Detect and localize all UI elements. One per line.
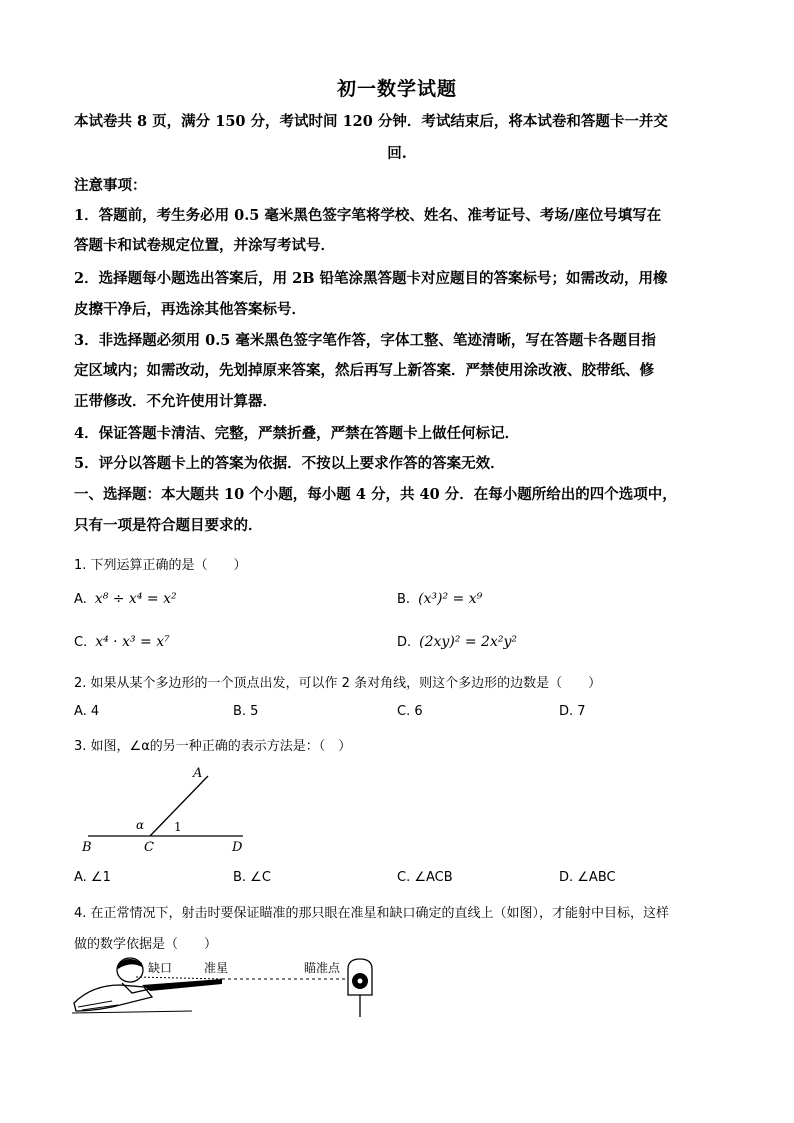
q2-option-c: C. 6	[397, 704, 423, 719]
notice-line: 3．非选择题必须用 0.5 毫米黑色签字笔作答，字体工整、笔迹清晰，写在答题卡各题目指	[74, 332, 656, 349]
question-3-stem: 3. 如图，∠α的另一种正确的表示方法是：（ ）	[74, 739, 352, 754]
option-label: C.	[74, 635, 88, 650]
angle-figure	[80, 762, 255, 857]
aim-point-label: 瞄准点	[304, 961, 341, 975]
option-label: B.	[397, 592, 411, 607]
notice-line: 2．选择题每小题选出答案后，用 2B 铅笔涂黑答题卡对应题目的答案标号；如需改动，用橡	[74, 270, 668, 287]
question-4-stem: 4. 在正常情况下，射击时要保证瞄准的那只眼在准星和缺口确定的直线上（如图），才能射中目标，这样	[74, 906, 670, 921]
q1-option-c	[74, 634, 170, 650]
q3-option-c: C. ∠ACB	[397, 870, 453, 885]
alpha-label: α	[136, 818, 145, 832]
front-sight-label: 准星	[204, 961, 229, 975]
q3-option-a: A. ∠1	[74, 870, 111, 885]
point-c-label: C	[144, 840, 154, 855]
option-label: A.	[74, 592, 87, 607]
question-4-stem-cont: 做的数学依据是（ ）	[74, 937, 218, 952]
q2-option-d: D. 7	[559, 704, 586, 719]
q1-option-d	[397, 634, 517, 650]
angle-1-label: 1	[174, 820, 182, 834]
notice-line: 皮擦干净后，再选涂其他答案标号．	[74, 301, 306, 318]
page-title: 初一数学试题	[336, 78, 457, 100]
target-icon	[348, 959, 372, 1017]
question-2-stem: 2. 如果从某个多边形的一个顶点出发，可以作 2 条对角线，则这个多边形的边数是（ ）	[74, 676, 602, 691]
intro-line-2: 回.	[387, 145, 407, 162]
q3-option-d: D. ∠ABC	[559, 870, 616, 885]
option-formula: x⁸ ÷ x⁴ = x²	[94, 591, 177, 607]
notch-label: 缺口	[148, 961, 173, 975]
notice-heading: 注意事项：	[74, 177, 147, 194]
notice-line: 5．评分以答题卡上的答案为依据．不按以上要求作答的答案无效．	[74, 455, 505, 472]
notice-line: 4．保证答题卡清洁、完整，严禁折叠，严禁在答题卡上做任何标记．	[74, 425, 520, 442]
rifle-illustration	[136, 977, 222, 991]
point-a-label: A	[193, 766, 203, 781]
q3-option-b: B. ∠C	[233, 870, 271, 885]
q1-option-b	[397, 591, 482, 607]
notice-line: 1．答题前，考生务必用 0.5 毫米黑色签字笔将学校、姓名、准考证号、考场/座位号填写在	[74, 207, 662, 224]
option-label: D.	[397, 635, 412, 650]
notice-line: 正带修改．不允许使用计算器．	[74, 393, 277, 410]
question-1-stem: 1. 下列运算正确的是（ ）	[74, 558, 247, 573]
option-formula: x⁴ · x³ = x⁷	[95, 634, 170, 650]
option-formula: (2xy)² = 2x²y²	[419, 634, 517, 650]
section-heading: 一、选择题：本大题共 10 个小题，每小题 4 分，共 40 分．在每小题所给出的四个选项中，	[74, 486, 677, 503]
section-heading-cont: 只有一项是符合题目要求的．	[74, 517, 263, 534]
intro-line-1: 本试卷共 8 页，满分 150 分，考试时间 120 分钟．考试结束后，将本试卷和答题卡一并交	[74, 113, 668, 130]
shooting-figure	[72, 955, 392, 1020]
option-formula: (x³)² = x⁹	[418, 591, 483, 607]
point-d-label: D	[232, 840, 243, 855]
point-b-label: B	[82, 840, 92, 855]
q1-option-a	[74, 591, 177, 607]
notice-line: 答题卡和试卷规定位置，并涂写考试号．	[74, 237, 335, 254]
q2-option-b: B. 5	[233, 704, 259, 719]
q2-option-a: A. 4	[74, 704, 100, 719]
notice-line: 定区域内；如需改动，先划掉原来答案，然后再写上新答案．严禁使用涂改液、胶带纸、修	[74, 362, 654, 379]
